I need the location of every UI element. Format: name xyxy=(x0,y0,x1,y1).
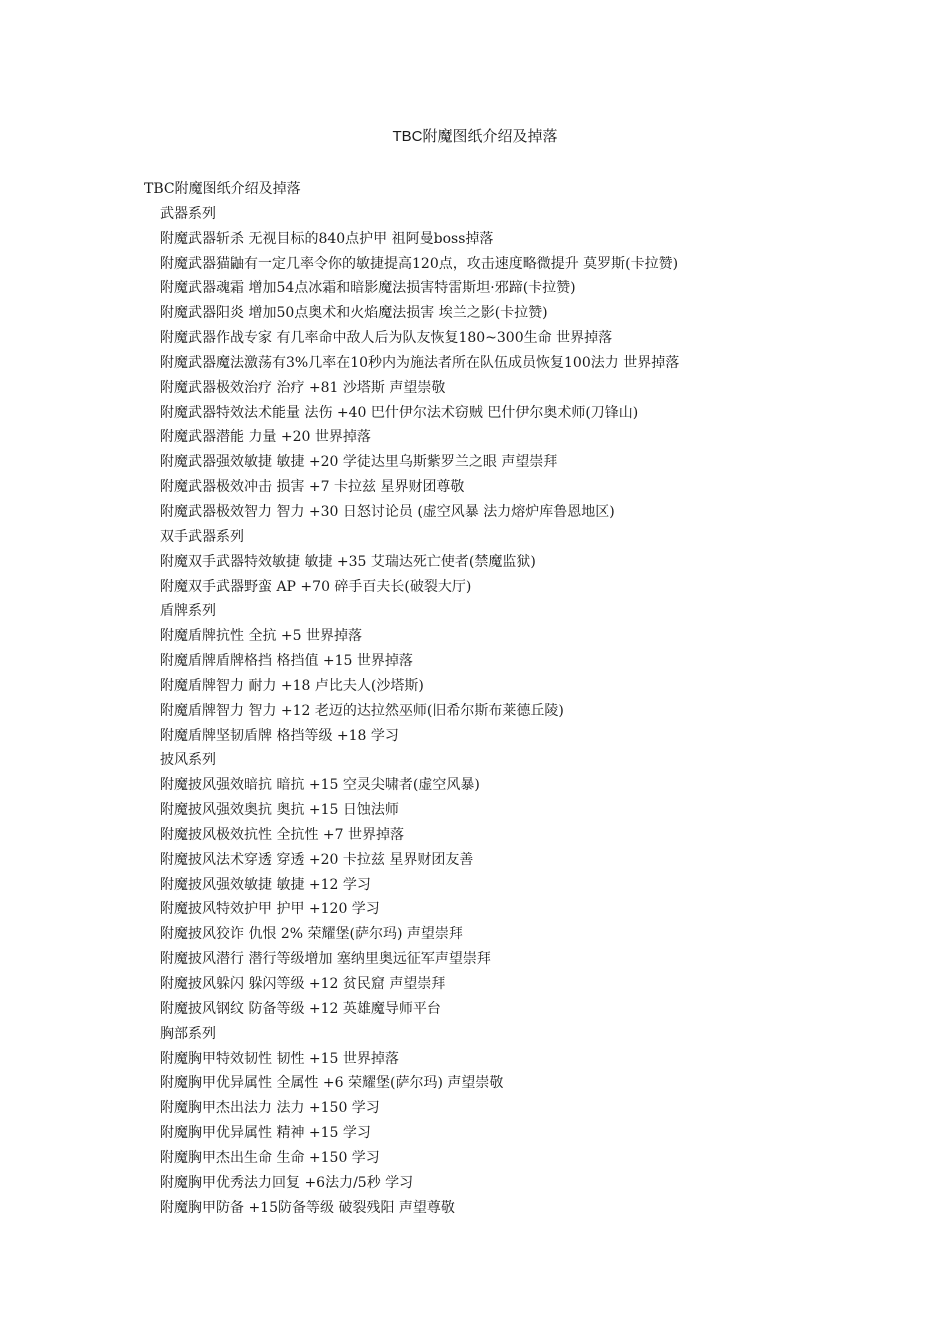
list-item: 附魔胸甲防备 +15防备等级 破裂残阳 声望尊敬 xyxy=(160,1199,455,1216)
list-item: 附魔武器魂霜 增加54点冰霜和暗影魔法损害特雷斯坦·邪蹄(卡拉赞) xyxy=(160,280,576,297)
list-item: 附魔披风钢纹 防备等级 +12 英雄魔导师平台 xyxy=(160,1000,441,1017)
section-title: 胸部系列 xyxy=(160,1025,216,1042)
list-item: 附魔披风特效护甲 护甲 +120 学习 xyxy=(160,901,380,918)
list-item: 附魔胸甲杰出生命 生命 +150 学习 xyxy=(160,1149,380,1166)
list-item: 附魔武器强效敏捷 敏捷 +20 学徒达里乌斯紫罗兰之眼 声望崇拜 xyxy=(160,454,558,471)
list-item: 附魔武器猫鼬有一定几率令你的敏捷提高120点，攻击速度略微提升 莫罗斯(卡拉赞) xyxy=(160,255,679,272)
list-item: 附魔盾牌坚韧盾牌 格挡等级 +18 学习 xyxy=(160,727,399,744)
list-item: 附魔武器阳炎 增加50点奥术和火焰魔法损害 埃兰之影(卡拉赞) xyxy=(160,305,548,322)
list-item: 附魔披风极效抗性 全抗性 +7 世界掉落 xyxy=(160,826,404,843)
list-item: 附魔双手武器特效敏捷 敏捷 +35 艾瑞达死亡使者(禁魔监狱) xyxy=(160,553,536,570)
list-item: 附魔武器极效冲击 损害 +7 卡拉兹 星界财团尊敬 xyxy=(160,479,465,496)
list-item: 附魔胸甲特效韧性 韧性 +15 世界掉落 xyxy=(160,1050,399,1067)
section-title: 武器系列 xyxy=(160,205,216,222)
list-item: 附魔披风狡诈 仇恨 2% 荣耀堡(萨尔玛) 声望崇拜 xyxy=(160,926,463,943)
list-item: 附魔盾牌抗性 全抗 +5 世界掉落 xyxy=(160,628,362,645)
list-item: 附魔武器极效治疗 治疗 +81 沙塔斯 声望崇敬 xyxy=(160,379,446,396)
list-item: 附魔盾牌智力 耐力 +18 卢比夫人(沙塔斯) xyxy=(160,677,424,694)
list-item: 附魔双手武器野蛮 AP +70 碎手百夫长(破裂大厅) xyxy=(160,578,472,595)
list-item: 附魔武器潜能 力量 +20 世界掉落 xyxy=(160,429,371,446)
list-item: 附魔武器作战专家 有几率命中敌人后为队友恢复180~300生命 世界掉落 xyxy=(160,330,613,347)
list-item: 附魔武器斩杀 无视目标的840点护甲 祖阿曼boss掉落 xyxy=(160,230,494,247)
section-title: 盾牌系列 xyxy=(160,603,216,620)
list-item: 附魔盾牌盾牌格挡 格挡值 +15 世界掉落 xyxy=(160,653,413,670)
list-item: 附魔胸甲杰出法力 法力 +150 学习 xyxy=(160,1100,380,1117)
list-item: 附魔披风躲闪 躲闪等级 +12 贫民窟 声望崇拜 xyxy=(160,976,446,992)
section-title: 披风系列 xyxy=(160,752,216,769)
list-item: 附魔武器魔法激荡有3%几率在10秒内为施法者所在队伍成员恢复100法力 世界掉落 xyxy=(160,354,680,371)
list-item: 附魔披风强效暗抗 暗抗 +15 空灵尖啸者(虚空风暴) xyxy=(160,777,480,794)
section-title: 双手武器系列 xyxy=(160,528,244,545)
list-item: 附魔胸甲优异属性 精神 +15 学习 xyxy=(160,1125,371,1142)
list-item: 附魔披风强效奥抗 奥抗 +15 日蚀法师 xyxy=(160,802,399,819)
list-item: 附魔盾牌智力 智力 +12 老迈的达拉然巫师(旧希尔斯布莱德丘陵) xyxy=(160,702,564,719)
list-item: 附魔披风法术穿透 穿透 +20 卡拉兹 星界财团友善 xyxy=(160,851,474,868)
list-item: 附魔披风潜行 潜行等级增加 塞纳里奥远征军声望崇拜 xyxy=(160,951,491,968)
list-item: 附魔武器特效法术能量 法伤 +40 巴什伊尔法术窃贼 巴什伊尔奥术师(刀锋山) xyxy=(160,404,639,421)
list-item: 附魔胸甲优异属性 全属性 +6 荣耀堡(萨尔玛) 声望崇敬 xyxy=(160,1075,504,1092)
list-item: 附魔披风强效敏捷 敏捷 +12 学习 xyxy=(160,876,371,893)
document-body xyxy=(144,177,824,1220)
list-item: 附魔胸甲优秀法力回复 +6法力/5秒 学习 xyxy=(160,1174,414,1191)
sections-list xyxy=(144,202,824,1221)
list-item: 附魔武器极效智力 智力 +30 日怒讨论员 (虚空风暴 法力熔炉库鲁恩地区) xyxy=(160,503,615,520)
document-title: TBC附魔图纸介绍及掉落 xyxy=(392,128,558,145)
document-heading: TBC附魔图纸介绍及掉落 xyxy=(144,181,301,197)
